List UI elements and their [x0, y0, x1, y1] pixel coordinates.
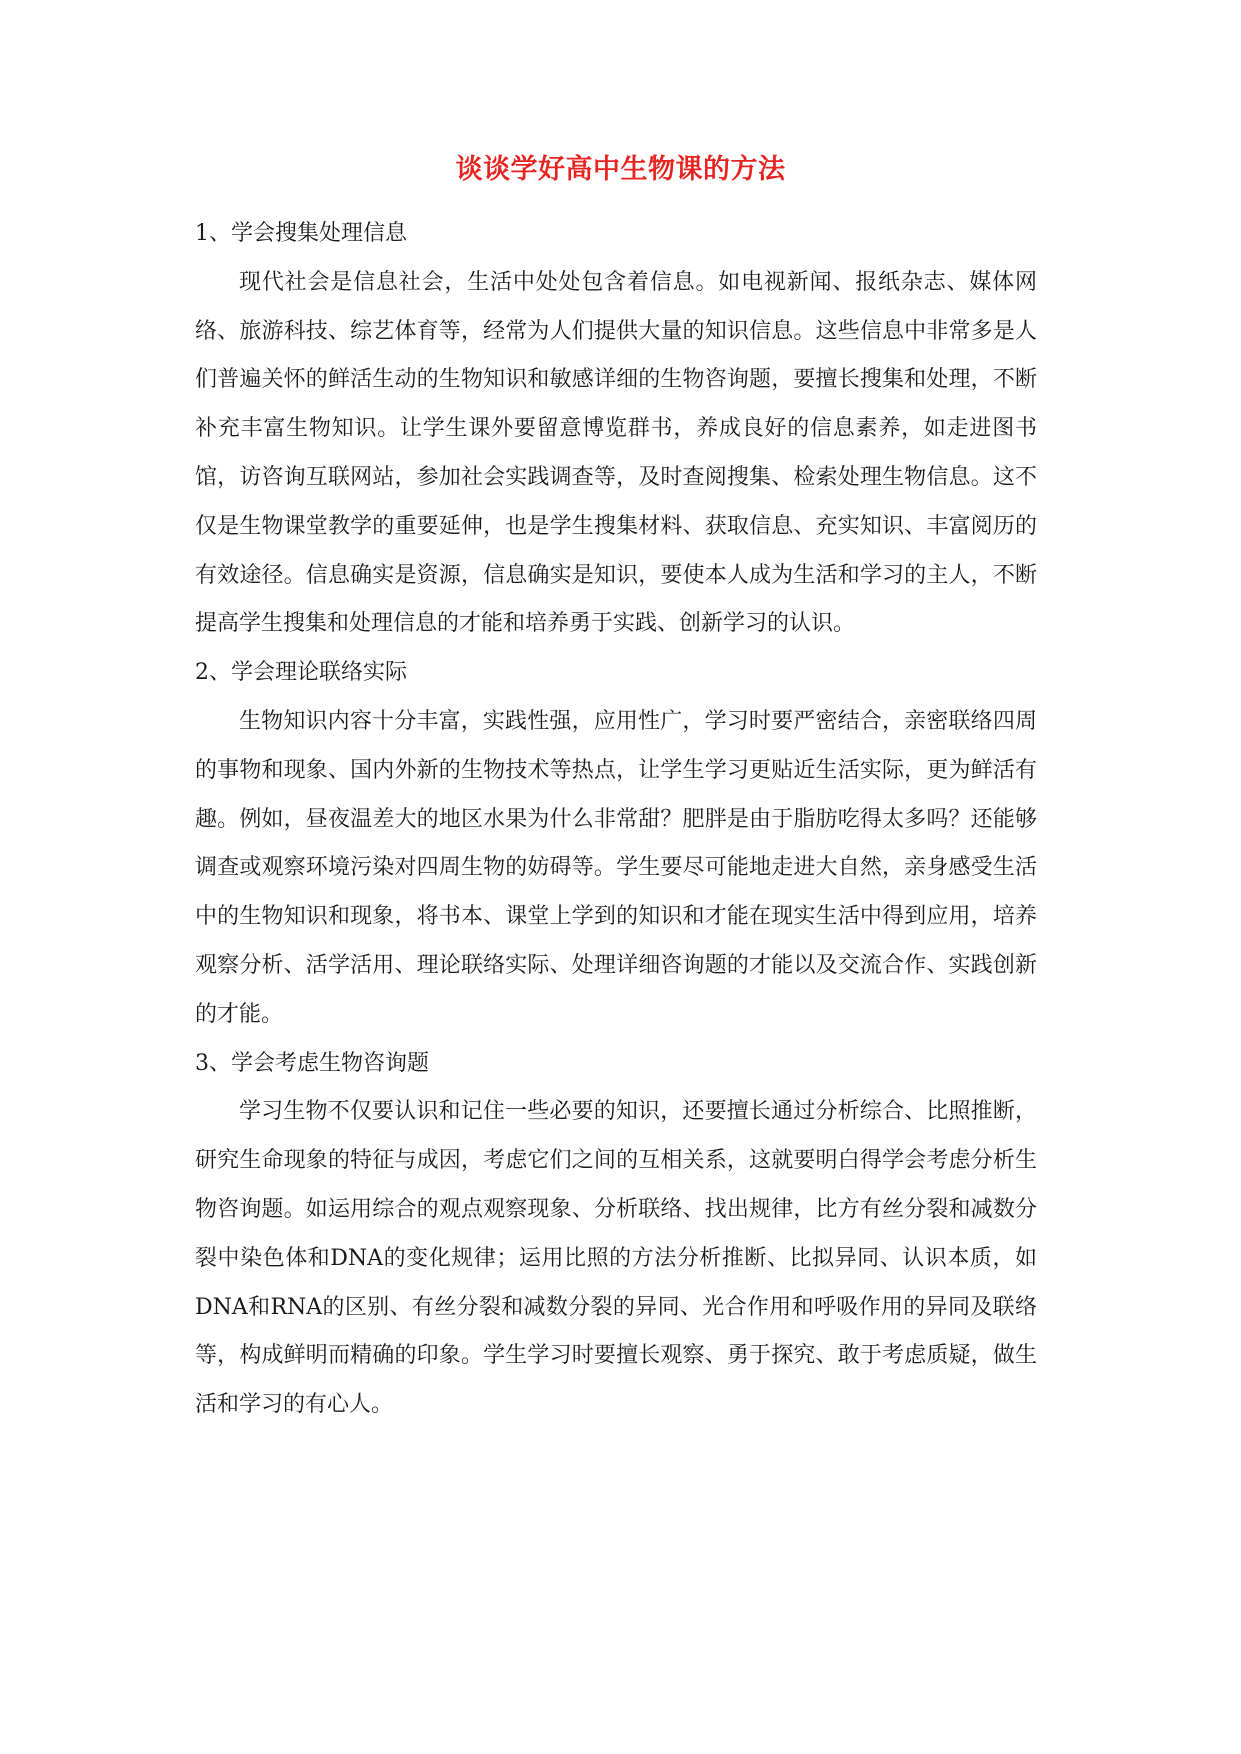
section-paragraph: 现代社会是信息社会，生活中处处包含着信息。如电视新闻、报纸杂志、媒体网络、旅游科技、综艺体育等，经常为人们提供大量的知识信息。这些信息中非常多是人们普遍关怀的鲜活生动的生物知识和敏感详细的生物咨询题，要擅长搜集和处理，不断补充丰富生物知识。让学生课外要留意博览群书，养成良好的信息素养，如走进图书馆，访咨询互联网站，参加社会实践调查等，及时查阅搜集、检索处理生物信息。这不仅是生物课堂教学的重要延伸，也是学生搜集材料、获取信息、充实知识、丰富阅历的有效途径。信息确实是资源，信息确实是知识，要使本人成为生活和学习的主人，不断提高学生搜集和处理信息的才能和培养勇于实践、创新学习的认识。	[195, 269, 1037, 637]
section-2	[195, 649, 1037, 1039]
document-title: 谈谈学好高中生物课的方法	[455, 154, 786, 185]
section-1	[195, 210, 1037, 649]
section-3	[195, 1040, 1037, 1430]
section-heading: 2、学会理论联络实际	[195, 660, 407, 686]
section-heading: 3、学会考虑生物咨询题	[195, 1050, 429, 1076]
section-paragraph: 学习生物不仅要认识和记住一些必要的知识，还要擅长通过分析综合、比照推断，研究生命现象的特征与成因，考虑它们之间的互相关系，这就要明白得学会考虑分析生物咨询题。如运用综合的观点观察现象、分析联络、找出规律，比方有丝分裂和减数分裂中染色体和DNA的变化规律；运用比照的方法分析推断、比拟异同、认识本质，如DNA和RNA的区别、有丝分裂和减数分裂的异同、光合作用和呼吸作用的异同及联络等，构成鲜明而精确的印象。学生学习时要擅长观察、勇于探究、敢于考虑质疑，做生活和学习的有心人。	[195, 1099, 1037, 1418]
section-heading: 1、学会搜集处理信息	[195, 221, 407, 246]
section-paragraph: 生物知识内容十分丰富，实践性强，应用性广，学习时要严密结合，亲密联络四周的事物和现象、国内外新的生物技术等热点，让学生学习更贴近生活实际，更为鲜活有趣。例如，昼夜温差大的地区水果为什么非常甜？肥胖是由于脂肪吃得太多吗？还能够调查或观察环境污染对四周生物的妨碍等。学生要尽可能地走进大自然，亲身感受生活中的生物知识和现象，将书本、课堂上学到的知识和才能在现实生活中得到应用，培养观察分析、活学活用、理论联络实际、处理详细咨询题的才能以及交流合作、实践创新的才能。	[195, 708, 1037, 1027]
document-body	[195, 210, 1037, 1430]
